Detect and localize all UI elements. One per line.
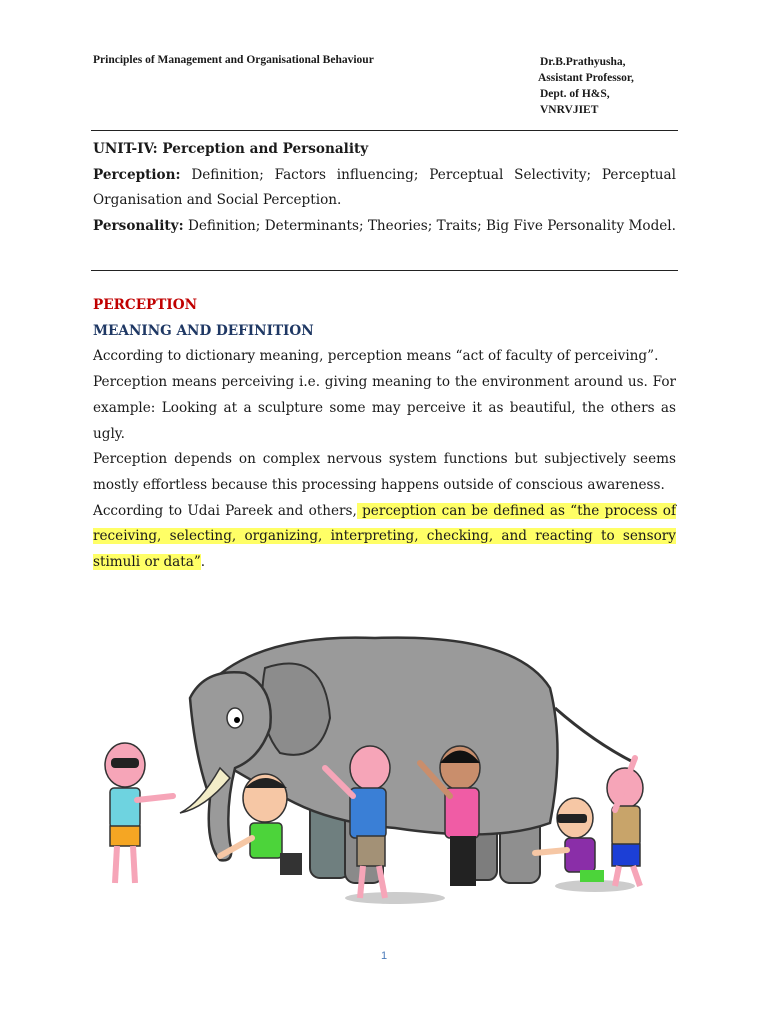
author-block bbox=[540, 54, 634, 118]
course-title: Principles of Management and Organisational Behaviour bbox=[93, 54, 374, 66]
definition-end: . bbox=[200, 554, 206, 571]
definition-paragraph bbox=[93, 499, 676, 576]
blind-men-elephant-illustration bbox=[95, 628, 675, 913]
section-subheading: MEANING AND DEFINITION bbox=[93, 322, 314, 339]
paragraph: Perception depends on complex nervous system functions but subjectively seems mostly effortless because this processing happens outside of conscious awareness. bbox=[93, 451, 676, 493]
section-heading: PERCEPTION bbox=[93, 297, 198, 313]
personality-topics: Definition; Determinants; Theories; Traits; Big Five Personality Model. bbox=[187, 218, 676, 235]
blind-man-tail bbox=[607, 758, 643, 886]
perception-section bbox=[93, 293, 676, 576]
elephant-pupil bbox=[234, 717, 240, 723]
author-line: VNRVJIET bbox=[540, 104, 599, 116]
elephant-tail bbox=[555, 708, 635, 763]
perception-topics: Definition; Factors influencing; Perceptual Selectivity; Perceptual Organisation and Social Perception. bbox=[93, 166, 676, 209]
author-line: Assistant Professor, bbox=[538, 72, 634, 84]
definition-highlight: perception can be defined as “the process of receiving, selecting, organizing, interpreting, checking, and reacting to sensory stimuli or data” bbox=[93, 502, 676, 571]
author-line: Dr.B.Prathyusha, bbox=[540, 56, 626, 68]
personality-label: Personality: bbox=[93, 218, 184, 235]
unit-title: UNIT-IV: Perception and Personality bbox=[93, 141, 369, 157]
paragraph: According to dictionary meaning, perception means “act of faculty of perceiving”. bbox=[93, 348, 659, 365]
blind-man-trunk bbox=[105, 743, 173, 883]
page-number: 1 bbox=[380, 950, 388, 962]
unit-syllabus bbox=[93, 137, 676, 240]
top-divider bbox=[91, 130, 678, 131]
definition-lead: According to Udai Pareek and others, bbox=[93, 502, 357, 519]
perception-label: Perception: bbox=[93, 166, 181, 183]
author-line: Dept. of H&S, bbox=[540, 88, 610, 100]
bottom-divider bbox=[91, 270, 678, 271]
paragraph: Perception means perceiving i.e. giving meaning to the environment around us. For example: Looking at a sculpture some may perceive it as beautiful, the others as ugly. bbox=[93, 374, 676, 442]
